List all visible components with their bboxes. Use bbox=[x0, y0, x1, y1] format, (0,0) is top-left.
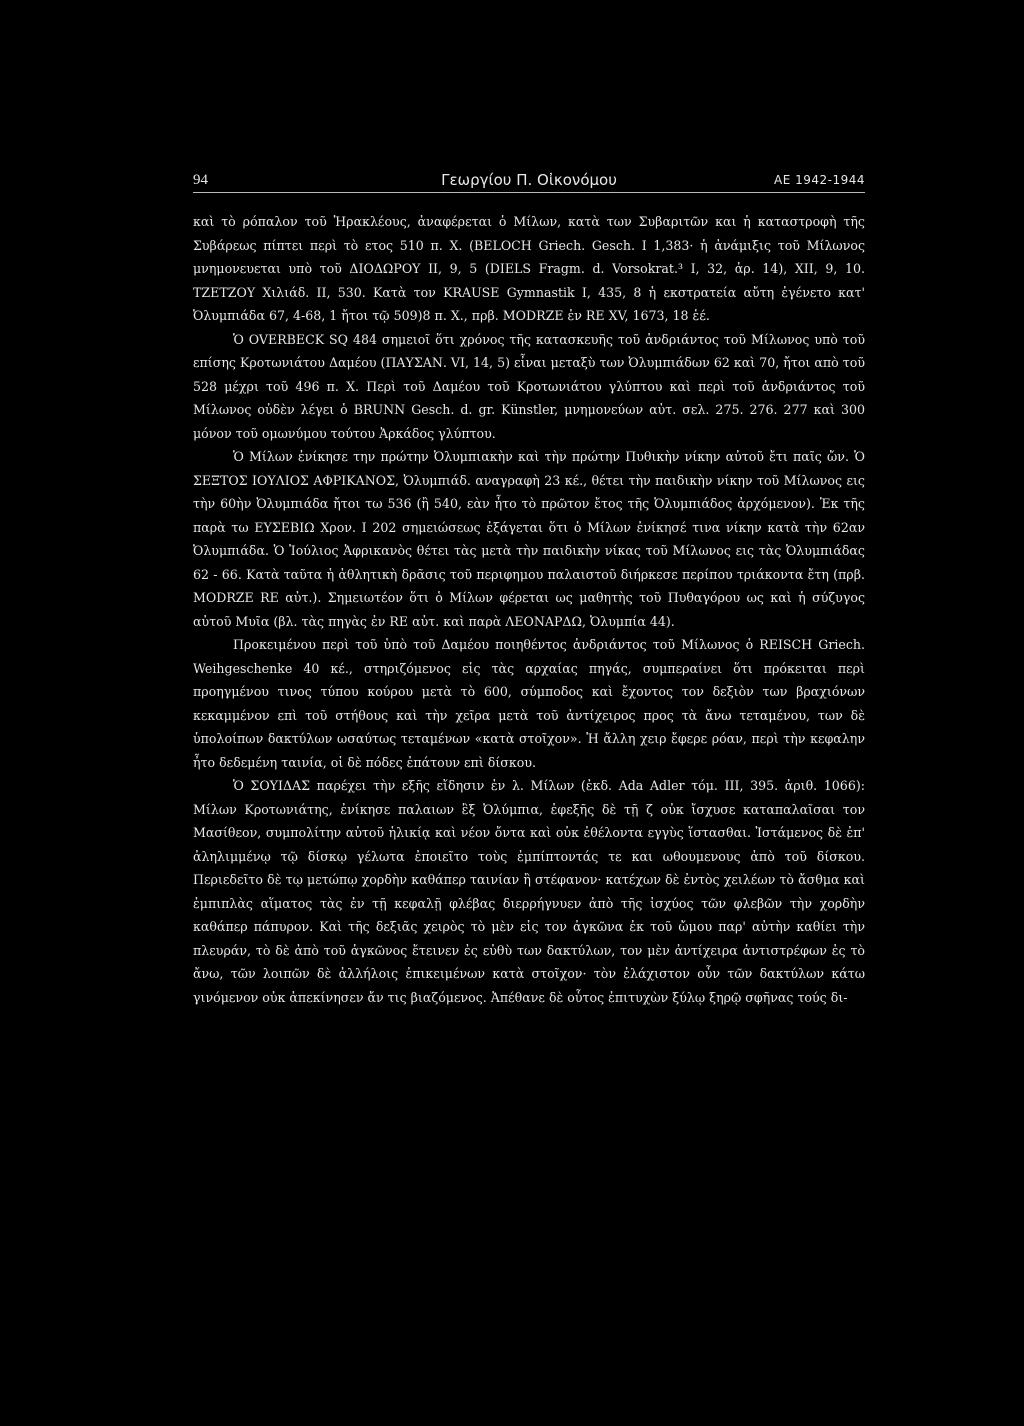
document-page bbox=[150, 0, 904, 1426]
paragraph: καὶ τὸ ρόπαλον τοῦ Ἡρακλέους, ἀναφέρεται ὁ Μίλων, κατὰ των Συβαριτῶν και ἡ καταστροφὴ τῆς Συβάρεως πίπτει περὶ τὸ ετος 510 π. Χ. (BELOCH Griech. Gesch. I 1,383· ἡ ἀνάμιξις τοῦ Μίλωνος μνημονευεται υπὸ τοῦ ΔΙΟΔΩΡΟΥ II, 9, 5 (DIELS Fragm. d. Vorsokrat.³ I, 32, ἀρ. 14), XII, 9, 10. ΤΖΕΤΖΟΥ Χιλιάδ. II, 530. Κατὰ τον KRAUSE Gymnastik I, 435, 8 ἡ εκστρατεία αὔτη ἐγένετο κατ' Ὀλυμπιάδα 67, 4-68, 1 ἤτοι τῷ 509)8 π. Χ., πρβ. MODRZE ἐν RE XV, 1673, 18 ἑέ. bbox=[193, 214, 865, 323]
paragraph: Προκειμένου περὶ τοῦ ὑπὸ τοῦ Δαμέου ποιηθέντος ἀνδριάντος τοῦ Μίλωνος ὁ REISCH Griech. Weihgeschenke 40 κέ., στηριζόμενος εἰς τὰς αρχαίας πηγάς, συμπεραίνει ὅτι πρόκειται περὶ προηγμένου τινος τύπου κούρου μετὰ τὸ 600, σύμποδος καὶ ἔχοντος τον δεξιὸν των βραχιόνων κεκαμμένον επὶ τοῦ στήθους καὶ τὴν χεῖρα μετὰ τοῦ ἀντίχειρος προς τὰ ἄνω τεταμένου, των δὲ ὑπολοίπων δακτύλων ωσαύτως τεταμένων «κατὰ στοῖχον». Ἡ ἄλλη χειρ ἔφερε ρόαν, περὶ τὴν κεφαλην ἦτο δεδεμένη ταινία, οἱ δὲ πόδες ἐπάτουν επὶ δίσκου. bbox=[193, 637, 865, 770]
running-header bbox=[193, 170, 865, 193]
paragraph: Ὁ Μίλων ἐνίκησε την πρώτην Ὀλυμπιακὴν καὶ τὴν πρώτην Πυθικὴν νίκην αὐτοῦ ἔτι παῖς ὤν. Ὁ ΣΕΞΤΟΣ ΙΟΥΛΙΟΣ ΑΦΡΙΚΑΝΟΣ, Ὀλυμπιάδ. αναγραφὴ 23 κέ., θέτει τὴν παιδικὴν νίκην τοῦ Μίλωνος εις τὴν 60ὴν Ὀλυμπιάδα ἤτοι τω 536 (ἢ 540, εὰν ἦτο τὸ πρῶτον ἔτος τῆς Ὀλυμπιάδος ἀρχόμενον). Ἐκ τῆς παρὰ τω ΕΥΣΕΒΙΩ Χρον. I 202 σημειώσεως ἐξάγεται ὅτι ὁ Μίλων ἐνίκησέ τινα νίκην κατὰ τὴν 62αν Ὀλυμπιάδα. Ὁ Ἰούλιος Ἀφρικανὸς θέτει τὰς μετὰ τὴν παιδικὴν νίκας τοῦ Μίλωνος εις τὰς Ὀλυμπιάδας 62 - 66. Κατὰ ταῦτα ἡ ἀθλητικὴ δρᾶσις τοῦ περιφημου παλαιστοῦ διήρκεσε περίπου τριάκοντα ἔτη (πρβ. MODRZE RE αὐτ.). Σημειωτέον ὅτι ὁ Μίλων φέρεται ως μαθητὴς τοῦ Πυθαγόρου ως καὶ ἡ σύζυγος αὐτοῦ Μυῖα (βλ. τὰς πηγὰς ἐν RE αὐτ. καὶ παρὰ ΛΕΟΝΑΡΔΩ, Ὀλυμπία 44). bbox=[193, 449, 865, 629]
page-number: 94 bbox=[193, 172, 208, 188]
paragraph: Ὁ OVERBECK SQ 484 σημειοῖ ὅτι χρόνος τῆς κατασκευῆς τοῦ ἀνδριάντος τοῦ Μίλωνος υπὸ τοῦ επίσης Κροτωνιάτου Δαμέου (ΠΑΥΣΑΝ. VI, 14, 5) εἶναι μεταξὺ των Ὀλυμπιάδων 62 καὶ 70, ἤτοι απὸ τοῦ 528 μέχρι τοῦ 496 π. Χ. Περὶ τοῦ Δαμέου τοῦ Κροτωνιάτου γλύπτου καὶ περὶ τοῦ ἀνδριάντος τοῦ Μίλωνος οὐδὲν λέγει ὁ BRUNN Gesch. d. gr. Künstler, μνημονεύων αὐτ. σελ. 275. 276. 277 καὶ 300 μόνον τοῦ ομωνύμου τούτου Ἀρκάδος γλύπτου. bbox=[193, 331, 865, 441]
body-text bbox=[193, 210, 865, 1009]
journal-reference: ΑΕ 1942-1944 bbox=[773, 173, 865, 187]
paragraph: Ὁ ΣΟΥΙΔΑΣ παρέχει τὴν εξῆς εἴδησιν ἐν λ. Μίλων (ἐκδ. Ada Adler τόμ. III, 395. ἀριθ. 1066): Μίλων Κροτωνιάτης, ἐνίκησε παλαιων ἓξ Ὀλύμπια, ἐφεξῆς δὲ τῇ ζ οὐκ ἴσχυσε καταπαλαῖσαι τον Μασίθεον, συμπολίτην αὐτοῦ ἡλικίᾳ καὶ νέον ὄντα καὶ οὐκ ἐθέλοντα εγγὺς ἵστασθαι. Ἱστάμενος δὲ ἐπ' ἀληλιμμένῳ τῷ δίσκῳ γέλωτα ἐποιεῖτο τοὺς ἐμπίπτοντάς τε και ωθουμενους ἀπὸ τοῦ δίσκου. Περιεδεῖτο δὲ τῳ μετώπῳ χορδὴν καθάπερ ταινίαν ἢ στέφανον· κατέχων δὲ ἐντὸς χειλέων τὸ ἄσθμα καὶ ἐμπιπλὰς αἵματος τὰς ἐν τῇ κεφαλῇ φλέβας διερρήγνυεν ἀπὸ τῆς ἰσχύος τῶν φλεβῶν τὴν χορδὴν καθάπερ πάπυρον. Καὶ τῆς δεξιᾶς χειρὸς τὸ μὲν εἰς τον ἀγκῶνα ἐκ τοῦ ὤμου παρ' αὐτὴν καθίει τὴν πλευράν, τὸ δὲ ἀπὸ τοῦ ἀγκῶνος ἔτεινεν ἐς εὐθὺ των δακτύλων, τον μὲν ἀντίχειρα ἀντιστρέφων ἐς τὸ ἄνω, τῶν λοιπῶν δὲ ἀλλήλοις ἐπικειμένων κατὰ στοῖχον· τὸν ἐλάχιστον οὖν τῶν δακτύλων κάτω γινόμενον οὐκ ἀπεκίνησεν ἄν τις βιαζόμενος. Ἀπέθανε δὲ οὗτος ἐπιτυχὼν ξύλῳ ξηρῷ σφῆνας τούς δι- bbox=[193, 778, 865, 1005]
running-title: Γεωργίου Π. Οἰκονόμου bbox=[441, 171, 617, 189]
